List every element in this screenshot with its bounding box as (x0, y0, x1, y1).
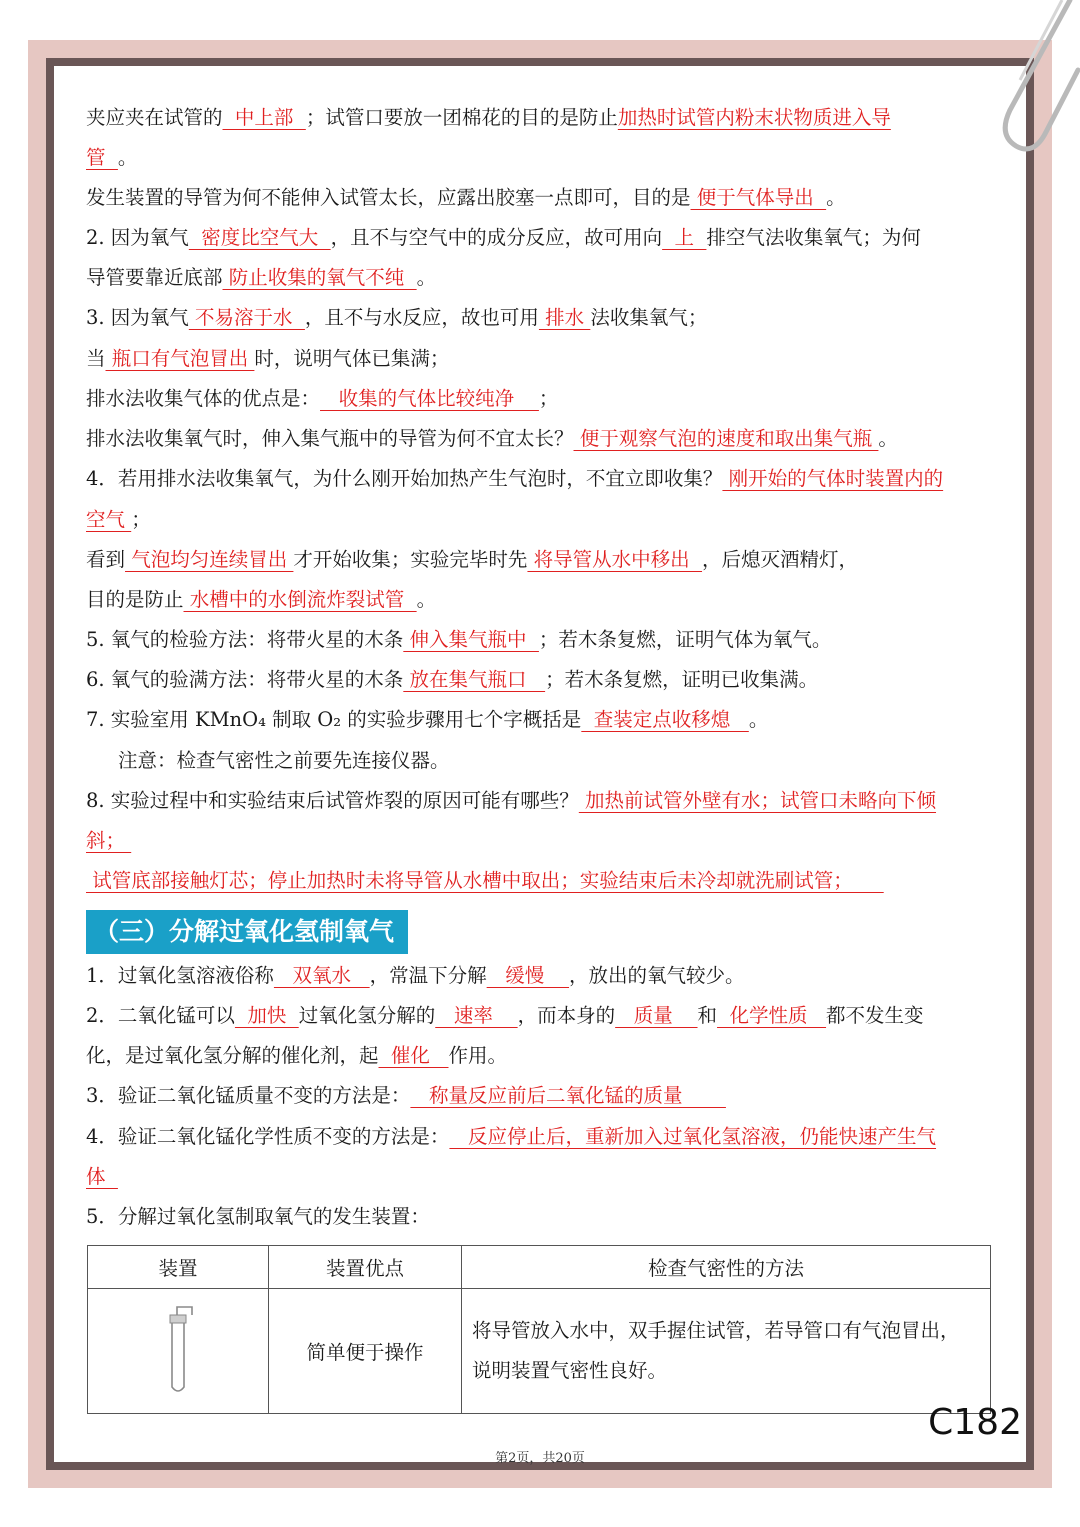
question-text: ；若木条复燃，证明已收集满。 (545, 668, 819, 691)
answer-blank: 速率 (435, 1004, 518, 1027)
text-line (86, 1162, 118, 1192)
question-text: 当 (86, 347, 106, 370)
answer-blank: 加快 (234, 1004, 299, 1027)
test-tube-icon (158, 1303, 198, 1395)
document-code: C182 (928, 1402, 1022, 1443)
question-text: 看到 (86, 548, 126, 571)
text-line (86, 464, 943, 494)
question-text: 。 (416, 266, 437, 289)
question-text: 都不发生变 (826, 1004, 924, 1027)
question-text: 1．过氧化氢溶液俗称 (86, 964, 274, 987)
answer-blank: 防止收集的氧气不纯 (222, 266, 417, 289)
question-text: 8. 实验过程中和实验结束后试管炸裂的原因可能有哪些？ (86, 789, 579, 812)
text-line (86, 143, 137, 173)
answer-blank: 催化 (378, 1044, 449, 1067)
question-text: 法收集氧气； (590, 306, 708, 329)
question-text: 7. 实验室用 KMnO₄ 制取 O₂ 的实验步骤用七个字概括是 (86, 708, 582, 731)
question-text: ；试管口要放一团棉花的目的是防止 (305, 106, 618, 129)
text-line (86, 665, 818, 695)
text-line (86, 183, 846, 213)
question-text: 2. 因为氧气 (86, 226, 189, 249)
text-line (86, 103, 891, 133)
text-line (86, 1001, 924, 1031)
question-text: 6. 氧气的验满方法：将带火星的木条 (86, 668, 404, 691)
text-line (86, 1081, 726, 1111)
question-text: 。 (117, 146, 138, 169)
text-line (118, 746, 450, 776)
answer-blank: 查装定点收移熄 (581, 708, 749, 731)
answer-blank: 斜； (86, 829, 132, 852)
method-cell (462, 1289, 991, 1414)
question-text: ； (131, 508, 151, 531)
answer-blank: 双氧水 (273, 964, 370, 987)
answer-blank: 水槽中的水倒流炸裂试管 (183, 588, 417, 611)
paperclip-icon (970, 0, 1080, 170)
method-line-2: 说明装置气密性良好。 (472, 1359, 668, 1382)
question-text: 化，是过氧化氢分解的催化剂，起 (86, 1044, 379, 1067)
question-text: 夹应夹在试管的 (86, 106, 223, 129)
question-text: 排空气法收集氧气；为何 (706, 226, 921, 249)
text-line (86, 223, 921, 253)
advantage-cell: 简单便于操作 (269, 1289, 462, 1414)
question-text: 。 (416, 588, 437, 611)
question-text: 2．二氧化锰可以 (86, 1004, 235, 1027)
answer-blank: 将导管从水中移出 (527, 548, 703, 571)
answer-blank: 中上部 (222, 106, 306, 129)
table-header-apparatus: 装置 (88, 1246, 269, 1289)
table-header-row (88, 1246, 991, 1289)
answer-blank: 化学性质 (717, 1004, 827, 1027)
answer-blank: 空气 (86, 508, 132, 531)
text-line (86, 505, 151, 535)
question-text: 。 (878, 427, 898, 450)
text-line (86, 303, 707, 333)
answer-blank: 排水 (538, 306, 591, 329)
question-text: 和 (697, 1004, 718, 1027)
answer-blank: 上 (662, 226, 707, 249)
text-line (86, 705, 768, 735)
question-text: 3. 因为氧气 (86, 306, 189, 329)
text-line (86, 344, 449, 374)
question-text: ，后熄灭酒精灯， (702, 548, 859, 571)
apparatus-cell (88, 1289, 269, 1414)
question-text: 排水法收集气体的优点是： (86, 387, 321, 410)
answer-blank: 加热时试管内粉末状物质进入导 (617, 106, 891, 129)
question-text: ，且不与水反应，故也可用 (304, 306, 539, 329)
question-text: ，常温下分解 (369, 964, 487, 987)
text-line (86, 1202, 430, 1232)
question-text: 才开始收集；实验完毕时先 (293, 548, 528, 571)
answer-blank: 伸入集气瓶中 (403, 628, 539, 651)
answer-blank: 管 (86, 146, 118, 169)
text-line (86, 384, 558, 414)
question-text: 。 (748, 708, 769, 731)
question-text: 5．分解过氧化氢制取氧气的发生装置： (86, 1205, 430, 1228)
text-line (86, 1122, 936, 1152)
answer-blank: 不易溶于水 (188, 306, 305, 329)
table-row (88, 1289, 991, 1414)
question-text: ，而本身的 (517, 1004, 616, 1027)
question-text: 注意：检查气密性之前要先连接仪器。 (118, 749, 450, 772)
question-text: 时，说明气体已集满； (254, 347, 450, 370)
text-line (86, 1041, 507, 1071)
answer-blank: 体 (86, 1165, 118, 1188)
question-text: ，且不与空气中的成分反应，故可用向 (330, 226, 663, 249)
question-text: 导管要靠近底部 (86, 266, 223, 289)
question-text: ，放出的氧气较少。 (569, 964, 745, 987)
answer-blank: 便于观察气泡的速度和取出集气瓶 (573, 427, 879, 450)
answer-blank: 便于气体导出 (690, 186, 827, 209)
text-line (86, 866, 884, 896)
text-line (86, 263, 436, 293)
answer-blank: 放在集气瓶口 (403, 668, 546, 691)
question-text: 排水法收集氧气时，伸入集气瓶中的导管为何不宜太长？ (86, 427, 574, 450)
answer-blank: 试管底部接触灯芯；停止加热时未将导管从水槽中取出；实验结束后未冷却就洗刷试管； (86, 869, 884, 892)
answer-blank: 反应停止后，重新加入过氧化氢溶液，仍能快速产生气 (449, 1125, 937, 1148)
question-text: 4．验证二氧化锰化学性质不变的方法是： (86, 1125, 450, 1148)
table-header-airtightness: 检查气密性的方法 (462, 1246, 991, 1289)
text-line (86, 424, 898, 454)
page-footer: 第2页，共20页 (495, 1451, 585, 1466)
question-text: 目的是防止 (86, 588, 184, 611)
question-text: 。 (826, 186, 846, 209)
question-text: 5. 氧气的检验方法：将带火星的木条 (86, 628, 404, 651)
table-header-advantage: 装置优点 (269, 1246, 462, 1289)
question-text: ； (538, 387, 559, 410)
answer-blank: 瓶口有气泡冒出 (105, 347, 255, 370)
text-line (86, 545, 858, 575)
method-line-1: 将导管放入水中，双手握住试管，若导管口有气泡冒出， (472, 1319, 960, 1342)
question-text: 发生装置的导管为何不能伸入试管太长，应露出胶塞一点即可，目的是 (86, 186, 691, 209)
text-line (86, 585, 436, 615)
answer-blank: 称量反应前后二氧化锰的质量 (410, 1084, 726, 1107)
question-text: 3．验证二氧化锰质量不变的方法是： (86, 1084, 411, 1107)
question-text: 4．若用排水法收集氧气，为什么刚开始加热产生气泡时，不宜立即收集？ (86, 467, 723, 490)
question-text: 作用。 (448, 1044, 508, 1067)
answer-blank: 密度比空气大 (188, 226, 331, 249)
question-text: 过氧化氢分解的 (298, 1004, 436, 1027)
answer-blank: 收集的气体比较纯净 (320, 387, 539, 410)
section-header: （三）分解过氧化氢制氧气 (86, 910, 408, 954)
answer-blank: 气泡均匀连续冒出 (125, 548, 294, 571)
text-line (86, 826, 131, 856)
answer-blank: 刚开始的气体时装置内的 (722, 467, 944, 490)
answer-blank: 加热前试管外壁有水；试管口未略向下倾 (578, 789, 937, 812)
text-line (86, 786, 936, 816)
text-line (86, 625, 831, 655)
answer-blank: 质量 (615, 1004, 698, 1027)
question-text: ；若木条复燃，证明气体为氧气。 (538, 628, 832, 651)
text-line (86, 961, 745, 991)
answer-blank: 缓慢 (486, 964, 570, 987)
apparatus-table (87, 1245, 991, 1414)
